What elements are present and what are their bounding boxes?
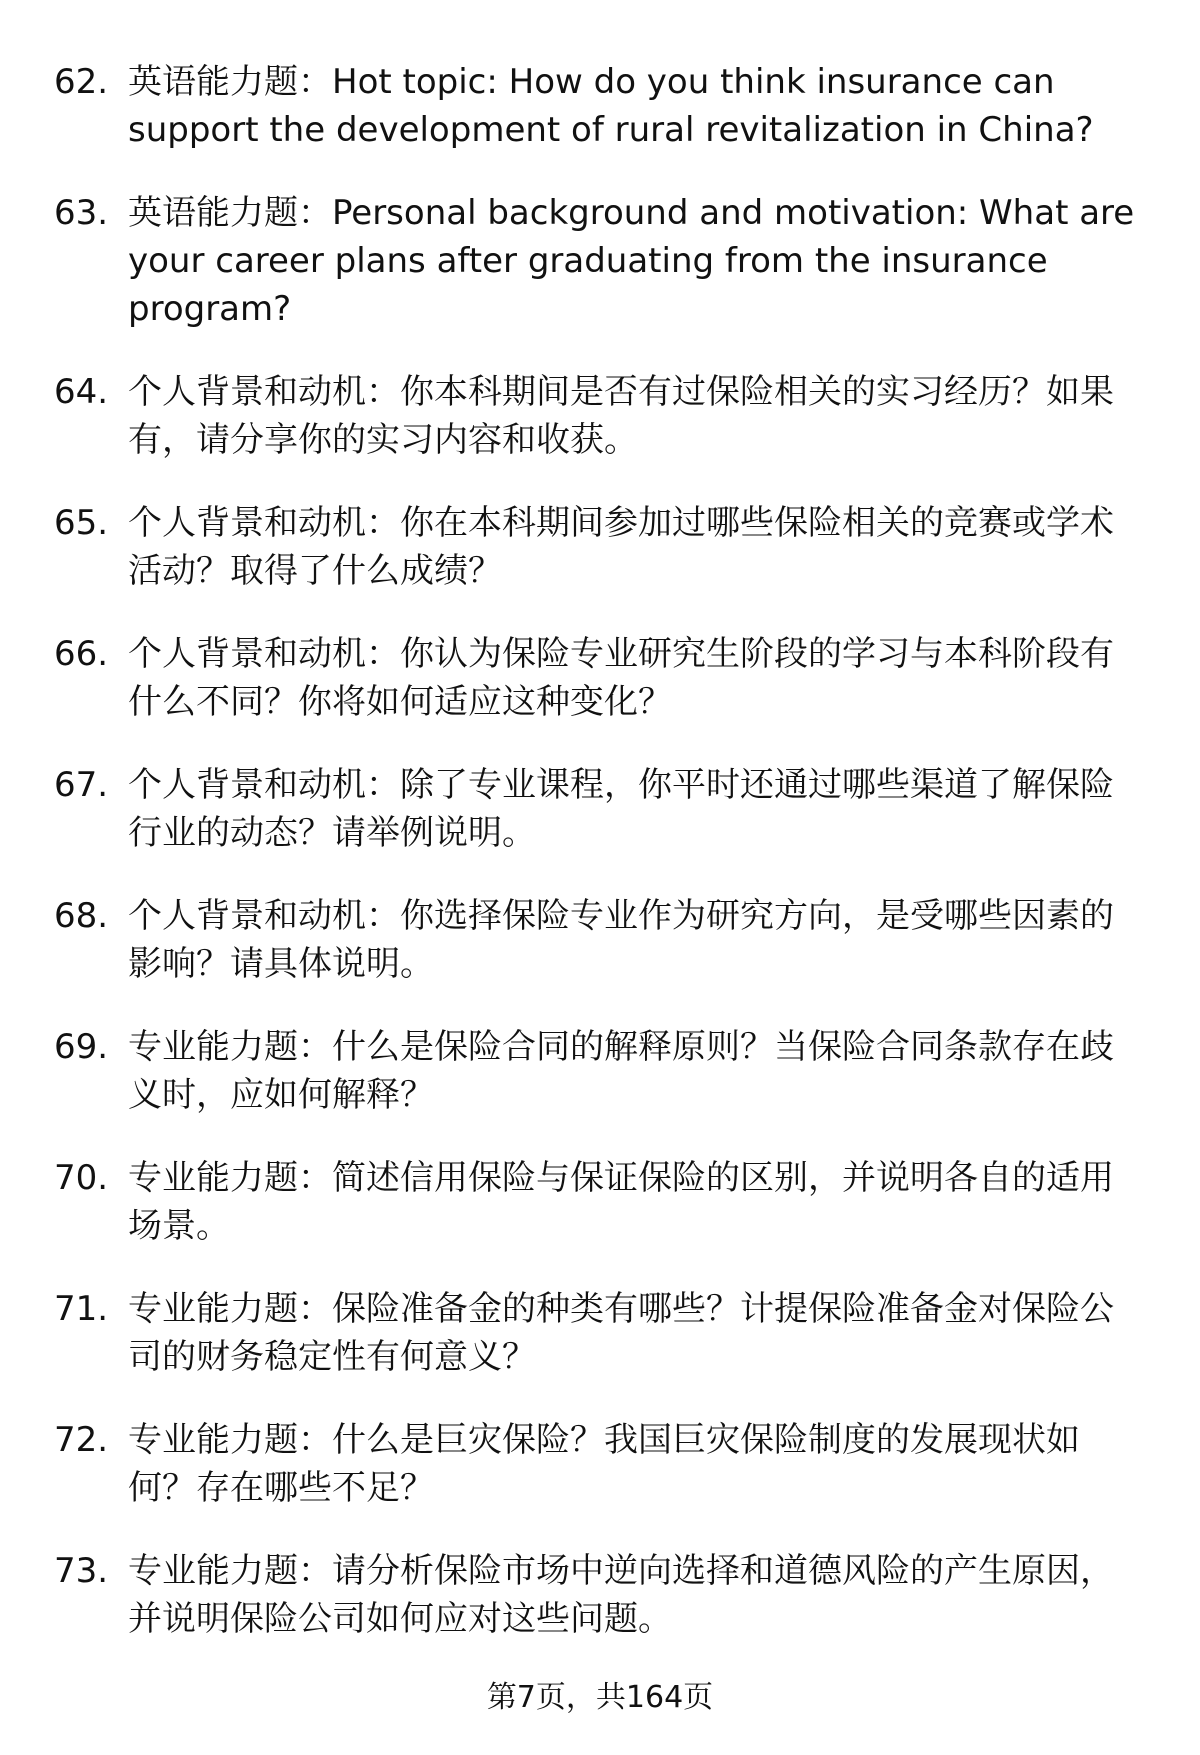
question-number: 66.	[54, 634, 109, 674]
question-number: 70.	[54, 1158, 109, 1198]
question-number: 69.	[54, 1027, 109, 1067]
question-text: 英语能力题：Personal background and motivation: What are your career plans after graduating from the insurance program?	[128, 193, 1135, 329]
page-footer	[0, 1678, 1200, 1718]
question-list	[0, 58, 1200, 1678]
question-text: 英语能力题：Hot topic: How do you think insurance can support the development of rural revitalization in China?	[128, 62, 1094, 150]
question-text: 专业能力题：什么是巨灾保险？我国巨灾保险制度的发展现状如何？存在哪些不足？	[128, 1420, 1080, 1508]
question-text: 个人背景和动机：你选择保险专业作为研究方向，是受哪些因素的影响？请具体说明。	[128, 896, 1114, 984]
question-item	[0, 368, 1200, 464]
question-item	[0, 1547, 1200, 1643]
question-text: 个人背景和动机：你在本科期间参加过哪些保险相关的竞赛或学术活动？取得了什么成绩？	[128, 503, 1114, 591]
question-item	[0, 761, 1200, 857]
question-number: 68.	[54, 896, 109, 936]
question-item	[0, 1023, 1200, 1119]
question-text: 个人背景和动机：你本科期间是否有过保险相关的实习经历？如果有，请分享你的实习内容和收获。	[128, 372, 1114, 460]
page-number-text: 第7页，共164页	[486, 1680, 714, 1715]
question-number: 73.	[54, 1551, 109, 1591]
question-number: 65.	[54, 503, 109, 543]
question-number: 64.	[54, 372, 109, 412]
question-item	[0, 1416, 1200, 1512]
question-number: 62.	[54, 62, 109, 102]
question-item	[0, 1154, 1200, 1250]
question-item	[0, 1285, 1200, 1381]
question-text: 个人背景和动机：你认为保险专业研究生阶段的学习与本科阶段有什么不同？你将如何适应这种变化？	[128, 634, 1114, 722]
question-number: 63.	[54, 193, 109, 233]
question-text: 专业能力题：什么是保险合同的解释原则？当保险合同条款存在歧义时，应如何解释？	[128, 1027, 1114, 1115]
question-text: 个人背景和动机：除了专业课程，你平时还通过哪些渠道了解保险行业的动态？请举例说明。	[128, 765, 1114, 853]
question-number: 72.	[54, 1420, 109, 1460]
question-text: 专业能力题：简述信用保险与保证保险的区别，并说明各自的适用场景。	[128, 1158, 1114, 1246]
question-item	[0, 892, 1200, 988]
question-item	[0, 58, 1200, 154]
question-text: 专业能力题：请分析保险市场中逆向选择和道德风险的产生原因，并说明保险公司如何应对这些问题。	[128, 1551, 1114, 1639]
question-number: 71.	[54, 1289, 109, 1329]
question-text: 专业能力题：保险准备金的种类有哪些？计提保险准备金对保险公司的财务稳定性有何意义？	[128, 1289, 1114, 1377]
question-item	[0, 630, 1200, 726]
question-number: 67.	[54, 765, 109, 805]
question-item	[0, 189, 1200, 333]
question-item	[0, 499, 1200, 595]
